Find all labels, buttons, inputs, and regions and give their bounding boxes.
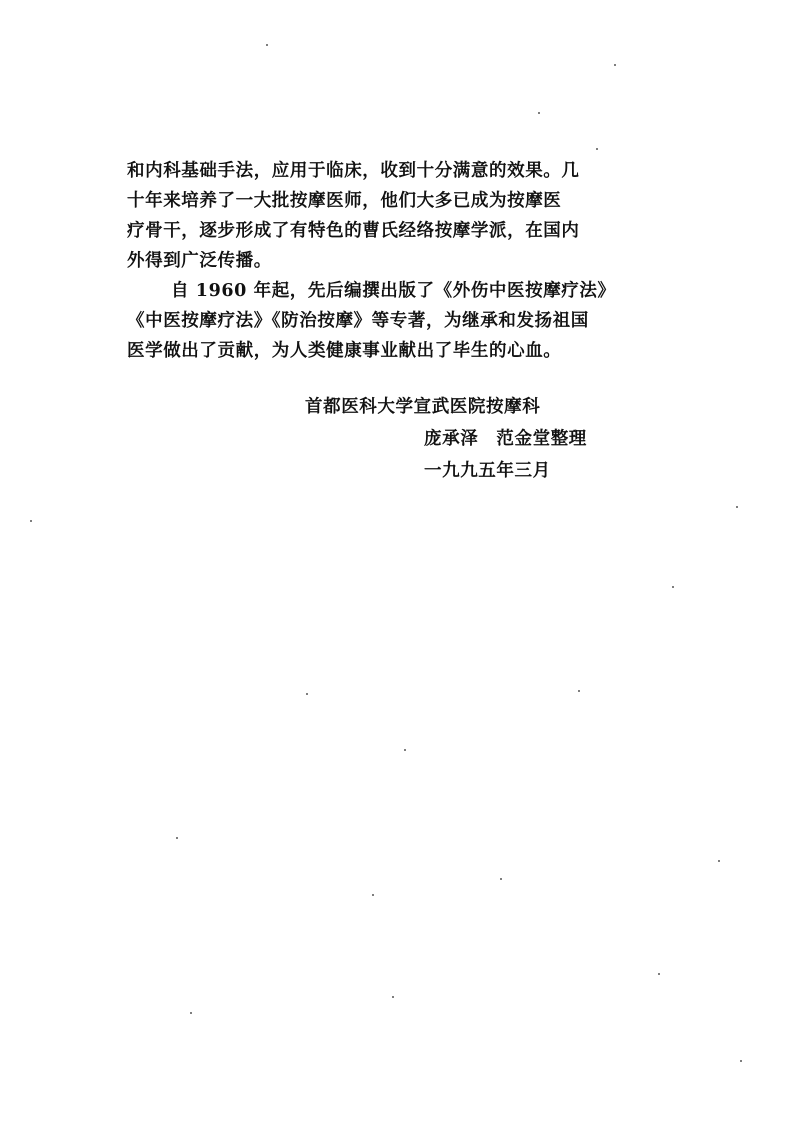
scan-speck: [372, 894, 374, 896]
scan-speck: [266, 44, 268, 46]
scan-speck: [190, 1012, 192, 1014]
paragraph-2-line-2: 《中医按摩疗法》《防治按摩》等专著，为继承和发扬祖国: [127, 311, 589, 331]
scan-speck: [740, 1060, 742, 1062]
scan-speck: [500, 878, 502, 880]
scan-speck: [736, 506, 738, 508]
scan-speck: [306, 693, 308, 695]
scan-speck: [578, 690, 580, 692]
signature-editors: 庞承泽 范金堂整理: [424, 429, 587, 449]
scan-speck: [176, 837, 178, 839]
paragraph-1-line-1: 和内科基础手法，应用于临床，收到十分满意的效果。几: [127, 161, 580, 181]
paragraph-1-line-3: 疗骨干，逐步形成了有特色的曹氏经络按摩学派，在国内: [127, 221, 580, 241]
paragraph-1-line-4: 外得到广泛传播。: [127, 251, 272, 271]
scan-speck: [658, 973, 660, 975]
scan-speck: [718, 860, 720, 862]
scan-speck: [30, 520, 32, 522]
paragraph-2-line-3: 医学做出了贡献，为人类健康事业献出了毕生的心血。: [127, 341, 562, 361]
signature-organization: 首都医科大学宣武医院按摩科: [305, 397, 541, 417]
paragraph-2-line-1: 自 1960 年起，先后编撰出版了《外伤中医按摩疗法》: [171, 281, 616, 301]
scan-speck: [596, 148, 598, 150]
scan-speck: [538, 112, 540, 114]
paragraph-1-line-2: 十年来培养了一大批按摩医师，他们大多已成为按摩医: [127, 191, 562, 211]
signature-date: 一九九五年三月: [424, 461, 551, 481]
scan-speck: [392, 996, 394, 998]
body-text: [127, 156, 616, 366]
scan-speck: [404, 749, 406, 751]
scan-speck: [614, 64, 616, 66]
scan-speck: [672, 586, 674, 588]
